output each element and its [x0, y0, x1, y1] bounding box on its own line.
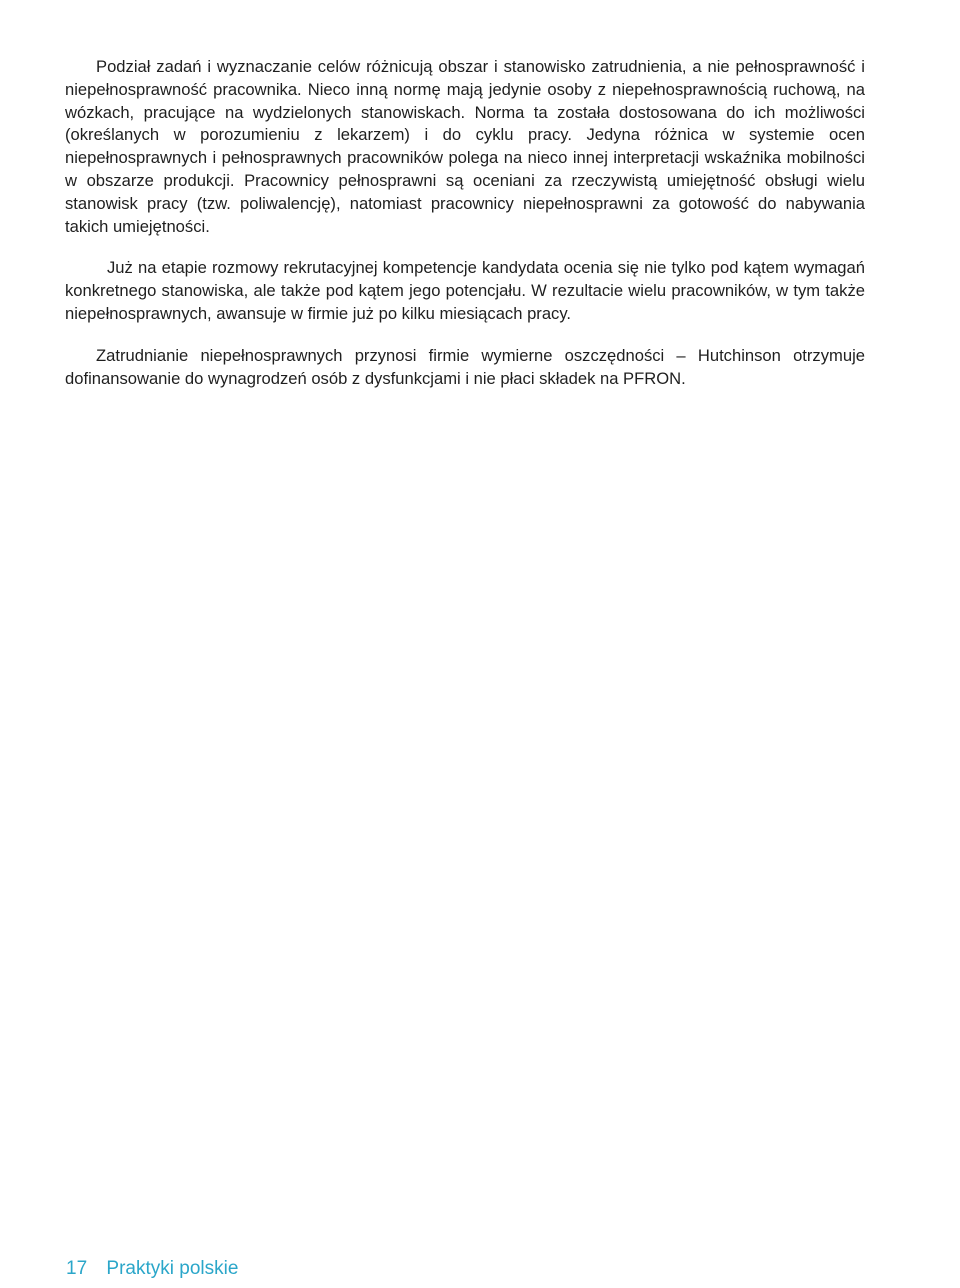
- page-footer: [66, 1257, 238, 1281]
- article-body: [65, 56, 865, 390]
- paragraph: Podział zadań i wyznaczanie celów różnicują obszar i stanowisko zatrudnienia, a nie pełnosprawność i niepełnosprawność pracownika. Nieco inną normę mają jedynie osoby z niepełnosprawnością ruchową, na wózkach, pracujące na wydzielonych stanowiskach. Norma ta została dostosowana do ich możliwości (określanych w porozumieniu z lekarzem) i do cyklu pracy. Jedyna różnica w systemie ocen niepełnosprawnych i pełnosprawnych pracowników polega na nieco innej interpretacji wskaźnika mobilności w obszarze produkcji. Pracownicy pełnosprawni są oceniani za rzeczywistą umiejętność obsługi wielu stanowisk pracy (tzw. poliwalencję), natomiast pracownicy niepełnosprawni za gotowość do nabywania takich umiejętności.: [65, 57, 865, 236]
- section-title: Praktyki polskie: [106, 1258, 239, 1279]
- paragraph: Już na etapie rozmowy rekrutacyjnej kompetencje kandydata ocenia się nie tylko pod kątem wymagań konkretnego stanowiska, ale także pod kątem jego potencjału. W rezultacie wielu pracowników, w tym także niepełnosprawnych, awansuje w firmie już po kilku miesiącach pracy.: [65, 258, 865, 323]
- page-number: 17: [66, 1258, 88, 1279]
- paragraph: Zatrudnianie niepełnosprawnych przynosi firmie wymierne oszczędności – Hutchinson otrzymuje dofinansowanie do wynagrodzeń osób z dysfunkcjami i nie płaci składek na PFRON.: [65, 345, 865, 388]
